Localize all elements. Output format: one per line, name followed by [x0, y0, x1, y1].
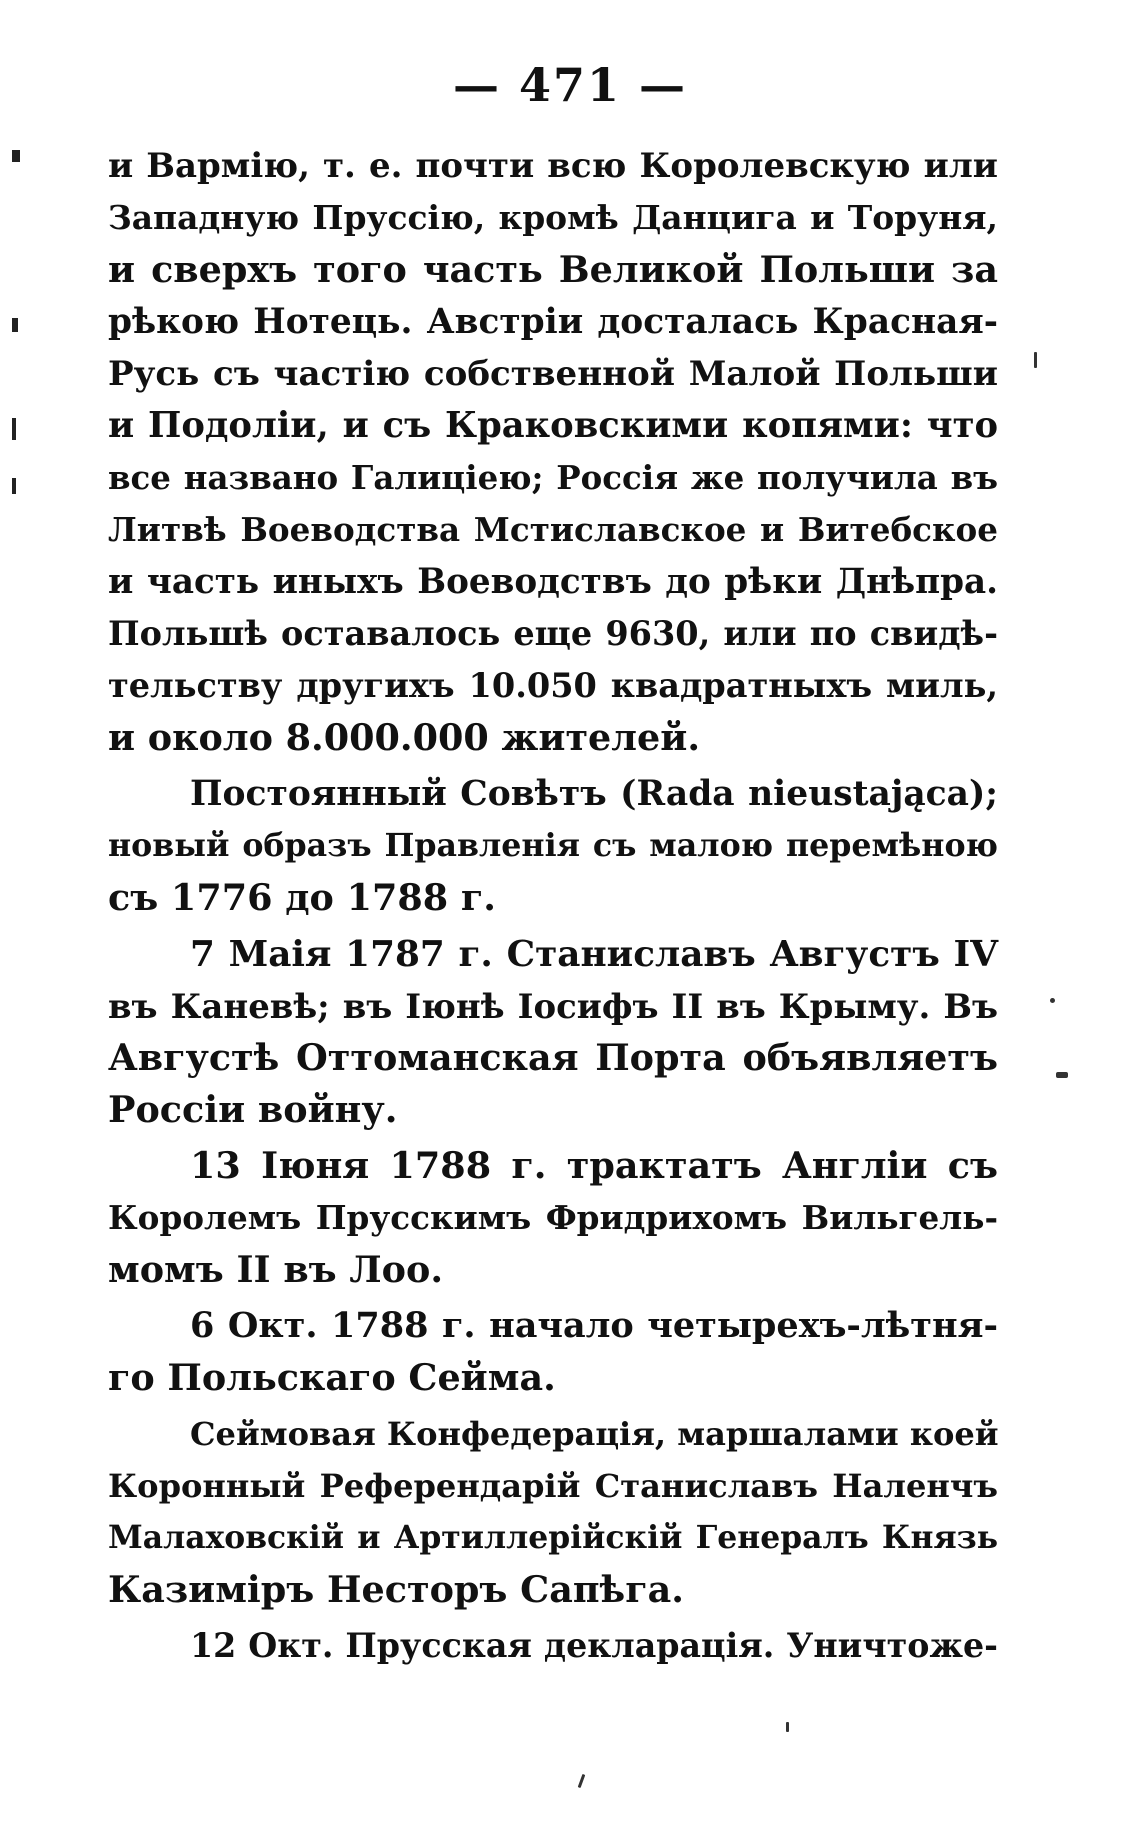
text-line: 7 Маія 1787 г. Станиславъ Августъ IV: [190, 933, 998, 975]
text-line: въ Каневѣ; въ Іюнѣ Іосифъ II въ Крыму. Въ: [108, 986, 998, 1026]
text-line: Казиміръ Несторъ Сапѣга.: [108, 1568, 684, 1611]
margin-mark: [12, 318, 18, 332]
paragraph-7: [108, 1620, 998, 1672]
text-line: Сеймовая Конфедерація, маршалами коей: [190, 1415, 999, 1453]
scan-speck: [578, 1774, 586, 1788]
text-line: тельству другихъ 10.050 квадратныхъ миль,: [108, 666, 998, 705]
text-line: Литвѣ Воеводства Мстиславское и Витебское: [108, 510, 998, 549]
scan-speck: [1034, 352, 1037, 368]
paragraph-5: [108, 1300, 998, 1404]
text-line: Польшѣ оставалось еще 9630, или по свидѣ-: [108, 614, 998, 653]
paragraph-6: [108, 1408, 998, 1616]
page-body: [108, 140, 998, 1672]
text-line: и около 8.000.000 жителей.: [108, 716, 701, 759]
paragraph-1: [108, 140, 998, 764]
text-line: и часть иныхъ Воеводствъ до рѣки Днѣпра.: [108, 562, 998, 602]
text-line: и Подоліи, и съ Краковскими копями: что: [108, 405, 998, 446]
margin-mark: [12, 478, 16, 494]
text-line: Постоянный Совѣтъ (Rada nieustająca);: [190, 774, 998, 814]
paragraph-2: [108, 768, 998, 924]
text-line: Западную Пруссію, кромѣ Данцига и Торуня,: [108, 198, 998, 237]
text-line: Коронный Референдарій Станиславъ Наленчъ: [108, 1467, 998, 1505]
paragraph-3: [108, 928, 998, 1136]
text-line: и Вармію, т. е. почти всю Королевскую или: [108, 146, 998, 186]
text-line: 12 Окт. Прусская декларація. Уничтоже-: [190, 1626, 998, 1665]
text-line: момъ II въ Лоо.: [108, 1248, 444, 1291]
page-number: — 471 —: [452, 58, 688, 112]
text-line: новый образъ Правленія съ малою перемѣною: [108, 827, 998, 864]
text-line: и сверхъ того часть Великой Польши за: [108, 248, 998, 291]
scan-speck: [1056, 1072, 1068, 1078]
text-line: 6 Окт. 1788 г. начало четырехъ-лѣтня-: [190, 1305, 998, 1346]
text-line: Августѣ Оттоманская Порта объявляетъ: [108, 1036, 998, 1079]
scan-speck: [1050, 998, 1055, 1003]
paragraph-4: [108, 1140, 998, 1296]
text-line: 13 Іюня 1788 г. трактатъ Англіи съ: [190, 1144, 998, 1187]
scan-speck: [786, 1722, 789, 1732]
text-line: Королемъ Прусскимъ Фридрихомъ Вильгель-: [108, 1198, 998, 1237]
text-line: Русь съ частію собственной Малой Польши: [108, 354, 998, 394]
text-line: рѣкою Нотець. Австріи досталась Красная-: [108, 302, 998, 342]
margin-mark: [12, 150, 20, 162]
text-line: го Польскаго Сейма.: [108, 1356, 556, 1399]
margin-mark: [12, 418, 16, 440]
text-line: Малаховскій и Артиллерійскій Генералъ Князь: [108, 1520, 998, 1556]
text-line: съ 1776 до 1788 г.: [108, 876, 496, 919]
text-line: все названо Галиціею; Россія же получила въ: [108, 459, 998, 497]
text-line: Россіи войну.: [108, 1088, 398, 1131]
